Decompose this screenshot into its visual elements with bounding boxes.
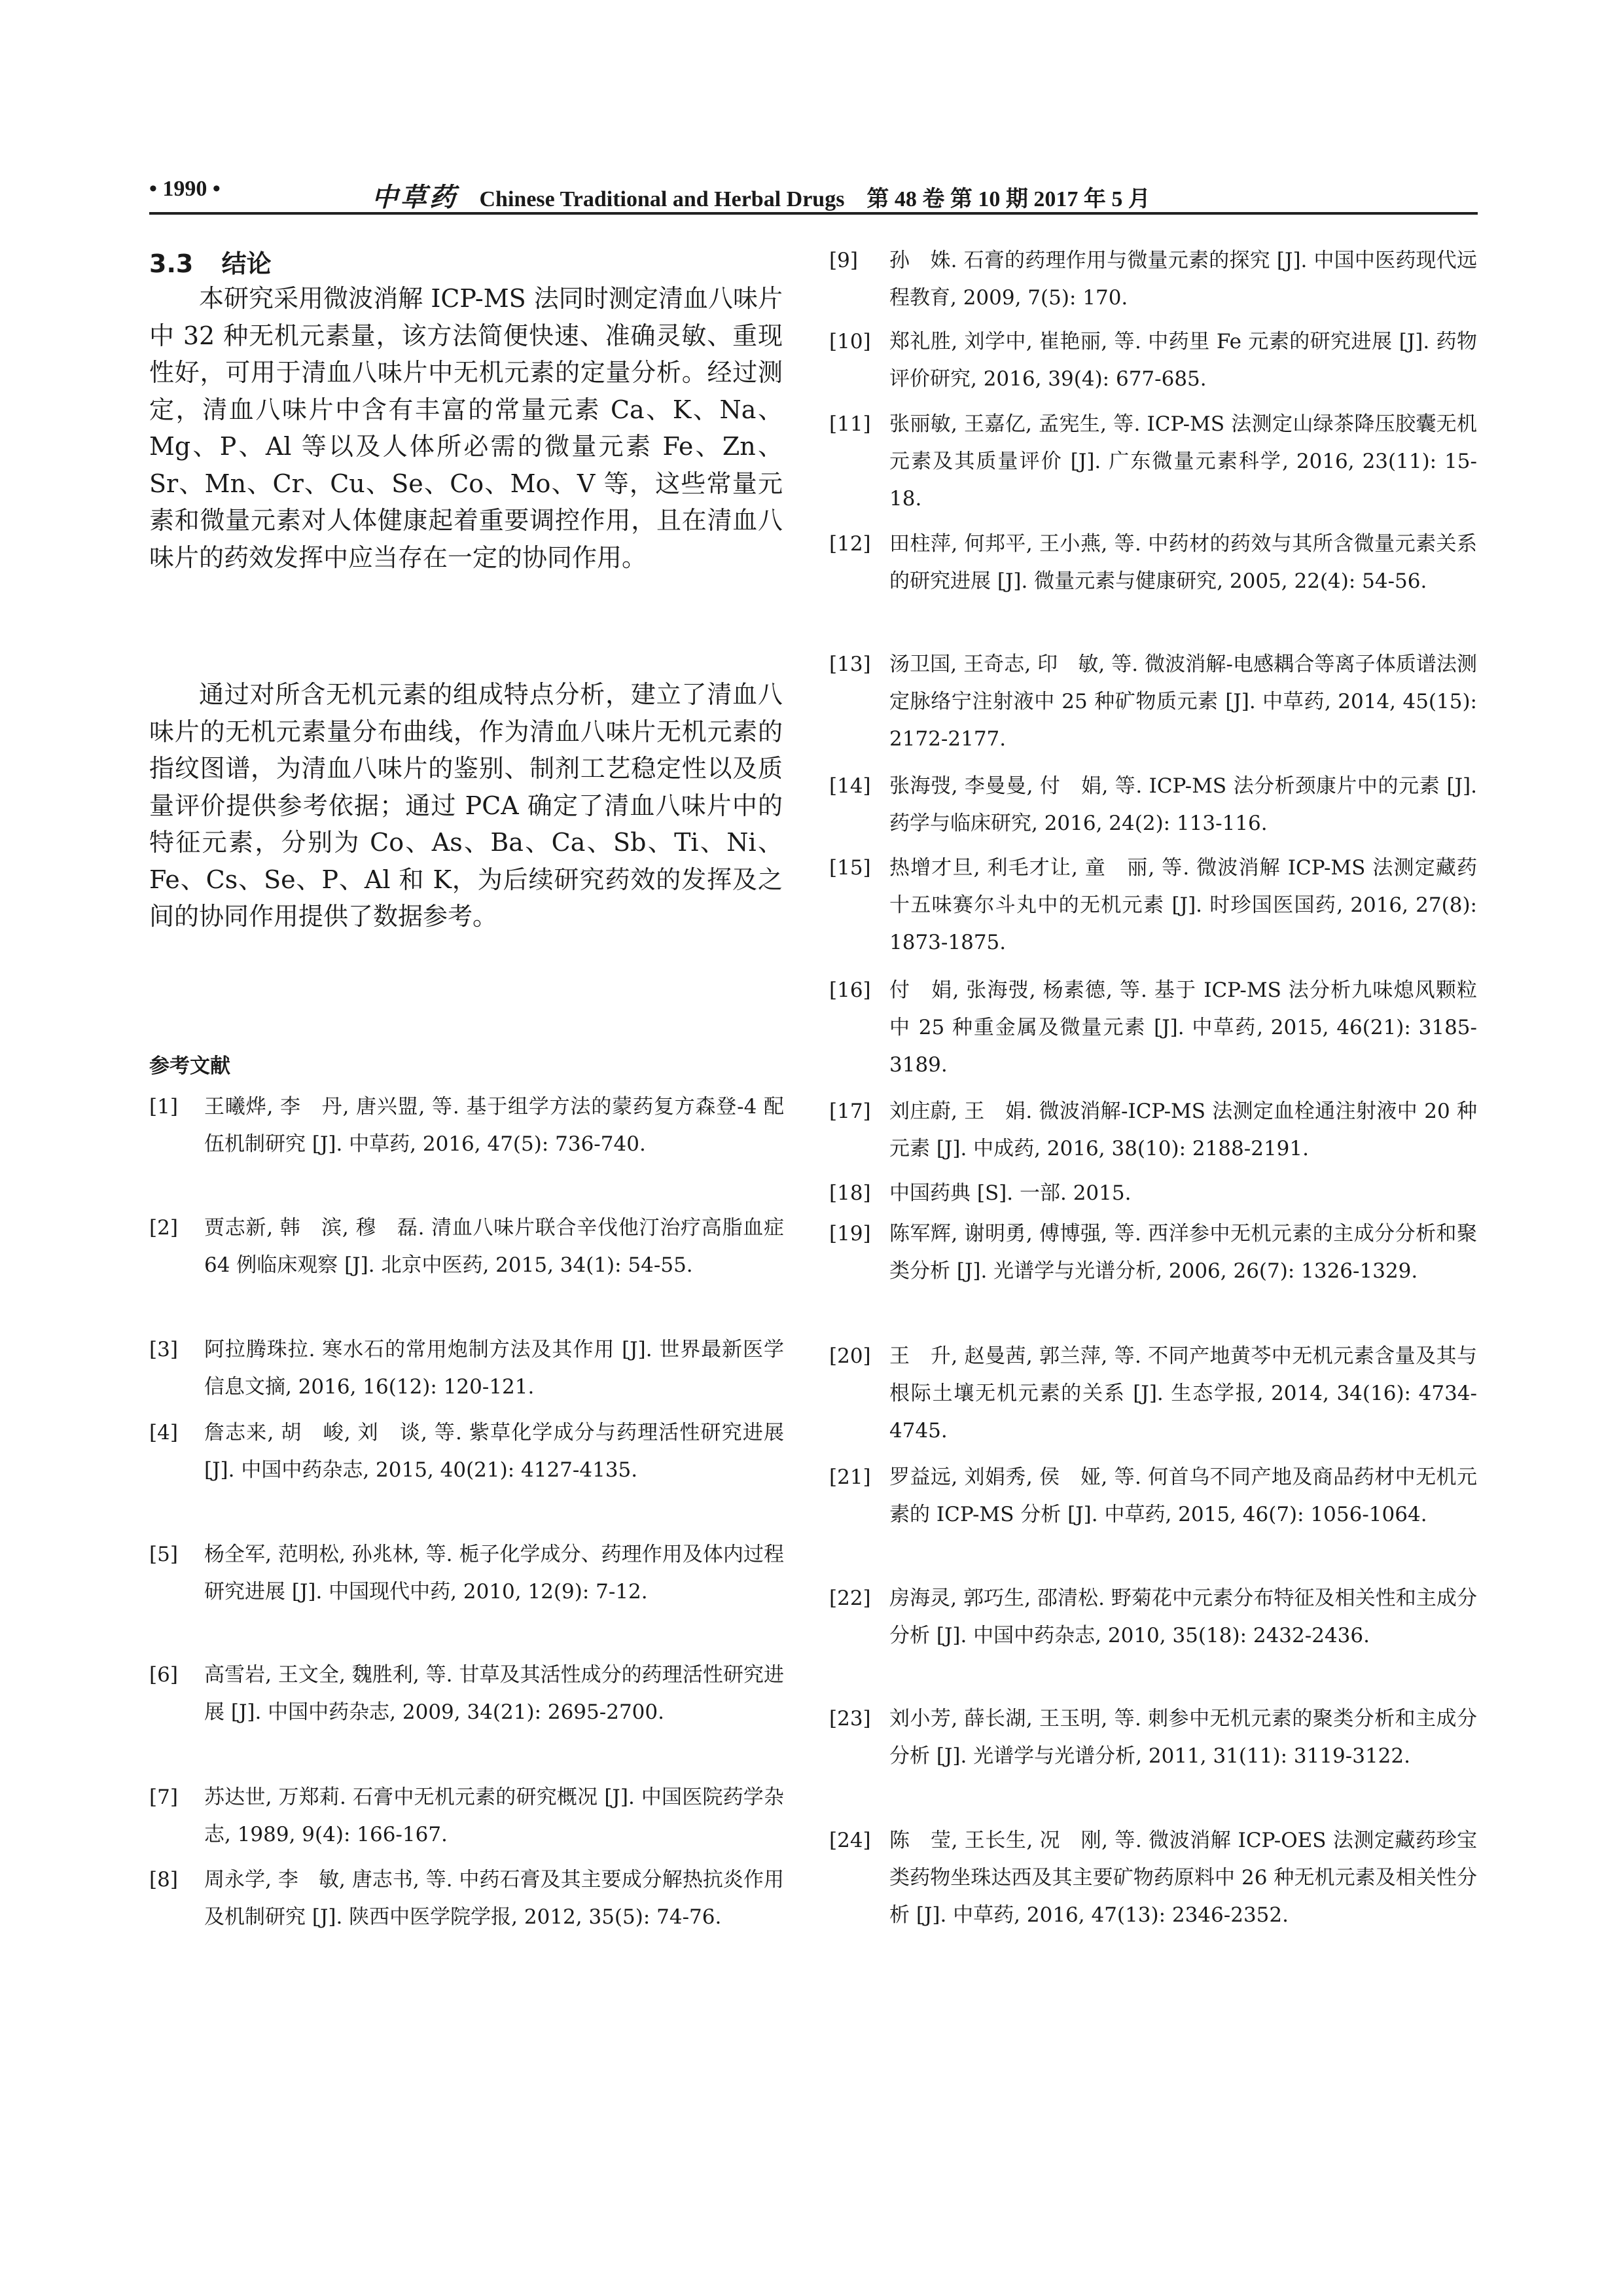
reference-number: [22] <box>829 1587 871 1610</box>
section-number: 3.3 <box>149 249 194 278</box>
reference-text: 房海灵, 郭巧生, 邵清松. 野菊花中元素分布特征及相关性和主成分分析 [J]. 中国中药杂志, 2010, 35(18): 2432-2436. <box>889 1587 1477 1647</box>
reference-text: 罗益远, 刘娟秀, 侯 娅, 等. 何首乌不同产地及商品药材中无机元素的 ICP-MS 分析 [J]. 中草药, 2015, 46(7): 1056-1064. <box>889 1465 1477 1526</box>
reference-text: 王曦烨, 李 丹, 唐兴盟, 等. 基于组学方法的蒙药复方森登-4 配伍机制研究 [J]. 中草药, 2016, 47(5): 736-740. <box>204 1095 784 1156</box>
journal-title: Chinese Traditional and Herbal Drugs 第 48 卷 第 10 期 2017 年 5 月 <box>479 187 1150 211</box>
reference-text: 杨全军, 范明松, 孙兆林, 等. 栀子化学成分、药理作用及体内过程研究进展 [J]. 中国现代中药, 2010, 12(9): 7-12. <box>204 1543 784 1604</box>
page-number: • 1990 • <box>149 177 221 201</box>
reference-number: [21] <box>829 1465 871 1489</box>
reference-number: [14] <box>829 774 871 798</box>
reference-text: 苏达世, 万郑莉. 石膏中无机元素的研究概况 [J]. 中国医院药学杂志, 1989, 9(4): 166-167. <box>204 1785 784 1846</box>
reference-number: [20] <box>829 1344 871 1368</box>
journal-title-line <box>372 177 1150 214</box>
reference-number: [3] <box>149 1338 178 1361</box>
reference-text: 阿拉腾珠拉. 寒水石的常用炮制方法及其作用 [J]. 世界最新医学信息文摘, 2016, 16(12): 120-121. <box>204 1338 784 1399</box>
section-heading <box>149 243 272 279</box>
reference-text: 郑礼胜, 刘学中, 崔艳丽, 等. 中药里 Fe 元素的研究进展 [J]. 药物评价研究, 2016, 39(4): 677-685. <box>889 330 1477 391</box>
reference-number: [15] <box>829 856 871 880</box>
reference-number: [19] <box>829 1222 871 1246</box>
reference-number: [9] <box>829 249 858 272</box>
reference-number: [18] <box>829 1181 871 1205</box>
reference-number: [7] <box>149 1785 178 1809</box>
reference-text: 热增才旦, 利毛才让, 童 丽, 等. 微波消解 ICP-MS 法测定藏药十五味赛尔斗丸中的无机元素 [J]. 时珍国医国药, 2016, 27(8): 1873-1875. <box>889 856 1477 954</box>
reference-text: 张海弢, 李曼曼, 付 娟, 等. ICP-MS 法分析颈康片中的元素 [J]. 药学与临床研究, 2016, 24(2): 113-116. <box>889 774 1477 835</box>
reference-number: [6] <box>149 1663 178 1687</box>
reference-number: [5] <box>149 1543 178 1566</box>
reference-number: [8] <box>149 1868 178 1892</box>
references-heading: 参考文献 <box>149 1054 230 1078</box>
conclusion-paragraph: 本研究采用微波消解 ICP-MS 法同时测定清血八味片中 32 种无机元素量，该方法简便快速、准确灵敏、重现性好，可用于清血八味片中无机元素的定量分析。经过测定，清血八味片中含有丰富的常量元素 Ca、K、Na、Mg、P、Al 等以及人体所必需的微量元素 Fe、Zn、Sr、Mn、Cr、Cu、Se、Co、Mo、V 等，这些常量元素和微量元素对人体健康起着重要调控作用，且在清血八味片的药效发挥中应当存在一定的协同作用。 <box>149 284 783 572</box>
reference-number: [10] <box>829 330 871 353</box>
reference-text: 陈 莹, 王长生, 况 刚, 等. 微波消解 ICP-OES 法测定藏药珍宝类药物坐珠达西及其主要矿物药原料中 26 种无机元素及相关性分析 [J]. 中草药, 2016, 47(13): 2346-2352. <box>889 1829 1477 1927</box>
page-header <box>149 171 1478 215</box>
reference-text: 贾志新, 韩 滨, 穆 磊. 清血八味片联合辛伐他汀治疗高脂血症 64 例临床观察 [J]. 北京中医药, 2015, 34(1): 54-55. <box>204 1216 784 1277</box>
reference-number: [4] <box>149 1421 178 1444</box>
reference-text: 付 娟, 张海弢, 杨素德, 等. 基于 ICP-MS 法分析九味熄风颗粒中 25 种重金属及微量元素 [J]. 中草药, 2015, 46(21): 3185-3189. <box>889 978 1477 1077</box>
reference-text: 高雪岩, 王文全, 魏胜利, 等. 甘草及其活性成分的药理活性研究进展 [J]. 中国中药杂志, 2009, 34(21): 2695-2700. <box>204 1663 784 1724</box>
reference-text: 陈军辉, 谢明勇, 傅博强, 等. 西洋参中无机元素的主成分分析和聚类分析 [J]. 光谱学与光谱分析, 2006, 26(7): 1326-1329. <box>889 1222 1477 1283</box>
reference-number: [24] <box>829 1829 871 1852</box>
reference-number: [11] <box>829 412 871 436</box>
reference-number: [2] <box>149 1216 178 1240</box>
reference-text: 张丽敏, 王嘉亿, 孟宪生, 等. ICP-MS 法测定山绿茶降压胶囊无机元素及其质量评价 [J]. 广东微量元素科学, 2016, 23(11): 15-18. <box>889 412 1477 511</box>
reference-text: 刘小芳, 薛长湖, 王玉明, 等. 刺参中无机元素的聚类分析和主成分分析 [J]. 光谱学与光谱分析, 2011, 31(11): 3119-3122. <box>889 1707 1477 1768</box>
journal-logo: 中草药 <box>372 183 458 212</box>
reference-number: [17] <box>829 1100 871 1123</box>
reference-number: [13] <box>829 653 871 676</box>
section-title: 结论 <box>221 249 272 278</box>
reference-text: 王 升, 赵曼茜, 郭兰萍, 等. 不同产地黄芩中无机元素含量及其与根际土壤无机元素的关系 [J]. 生态学报, 2014, 34(16): 4734-4745. <box>889 1344 1477 1443</box>
reference-number: [1] <box>149 1095 178 1119</box>
reference-text: 中国药典 [S]. 一部. 2015. <box>889 1181 1132 1205</box>
reference-text: 汤卫国, 王奇志, 印 敏, 等. 微波消解-电感耦合等离子体质谱法测定脉络宁注射液中 25 种矿物质元素 [J]. 中草药, 2014, 45(15): 2172-2177. <box>889 653 1477 751</box>
reference-text: 周永学, 李 敏, 唐志书, 等. 中药石膏及其主要成分解热抗炎作用及机制研究 [J]. 陕西中医学院学报, 2012, 35(5): 74-76. <box>204 1868 784 1929</box>
conclusion-paragraph: 通过对所含无机元素的组成特点分析，建立了清血八味片的无机元素量分布曲线，作为清血八味片无机元素的指纹图谱，为清血八味片的鉴别、制剂工艺稳定性以及质量评价提供参考依据；通过 PCA 确定了清血八味片中的特征元素，分别为 Co、As、Ba、Ca、Sb、Ti、Ni、Fe、Cs、Se、P、Al 和 K，为后续研究药效的发挥及之间的协同作用提供了数据参考。 <box>149 680 783 931</box>
reference-text: 田柱萍, 何邦平, 王小燕, 等. 中药材的药效与其所含微量元素关系的研究进展 [J]. 微量元素与健康研究, 2005, 22(4): 54-56. <box>889 532 1477 593</box>
reference-number: [12] <box>829 532 871 556</box>
reference-number: [23] <box>829 1707 871 1731</box>
reference-text: 刘庄蔚, 王 娟. 微波消解-ICP-MS 法测定血栓通注射液中 20 种元素 [J]. 中成药, 2016, 38(10): 2188-2191. <box>889 1100 1477 1160</box>
reference-text: 詹志来, 胡 峻, 刘 谈, 等. 紫草化学成分与药理活性研究进展 [J]. 中国中药杂志, 2015, 40(21): 4127-4135. <box>204 1421 784 1482</box>
reference-number: [16] <box>829 978 871 1002</box>
reference-text: 孙 姝. 石膏的药理作用与微量元素的探究 [J]. 中国中医药现代远程教育, 2009, 7(5): 170. <box>889 249 1477 310</box>
